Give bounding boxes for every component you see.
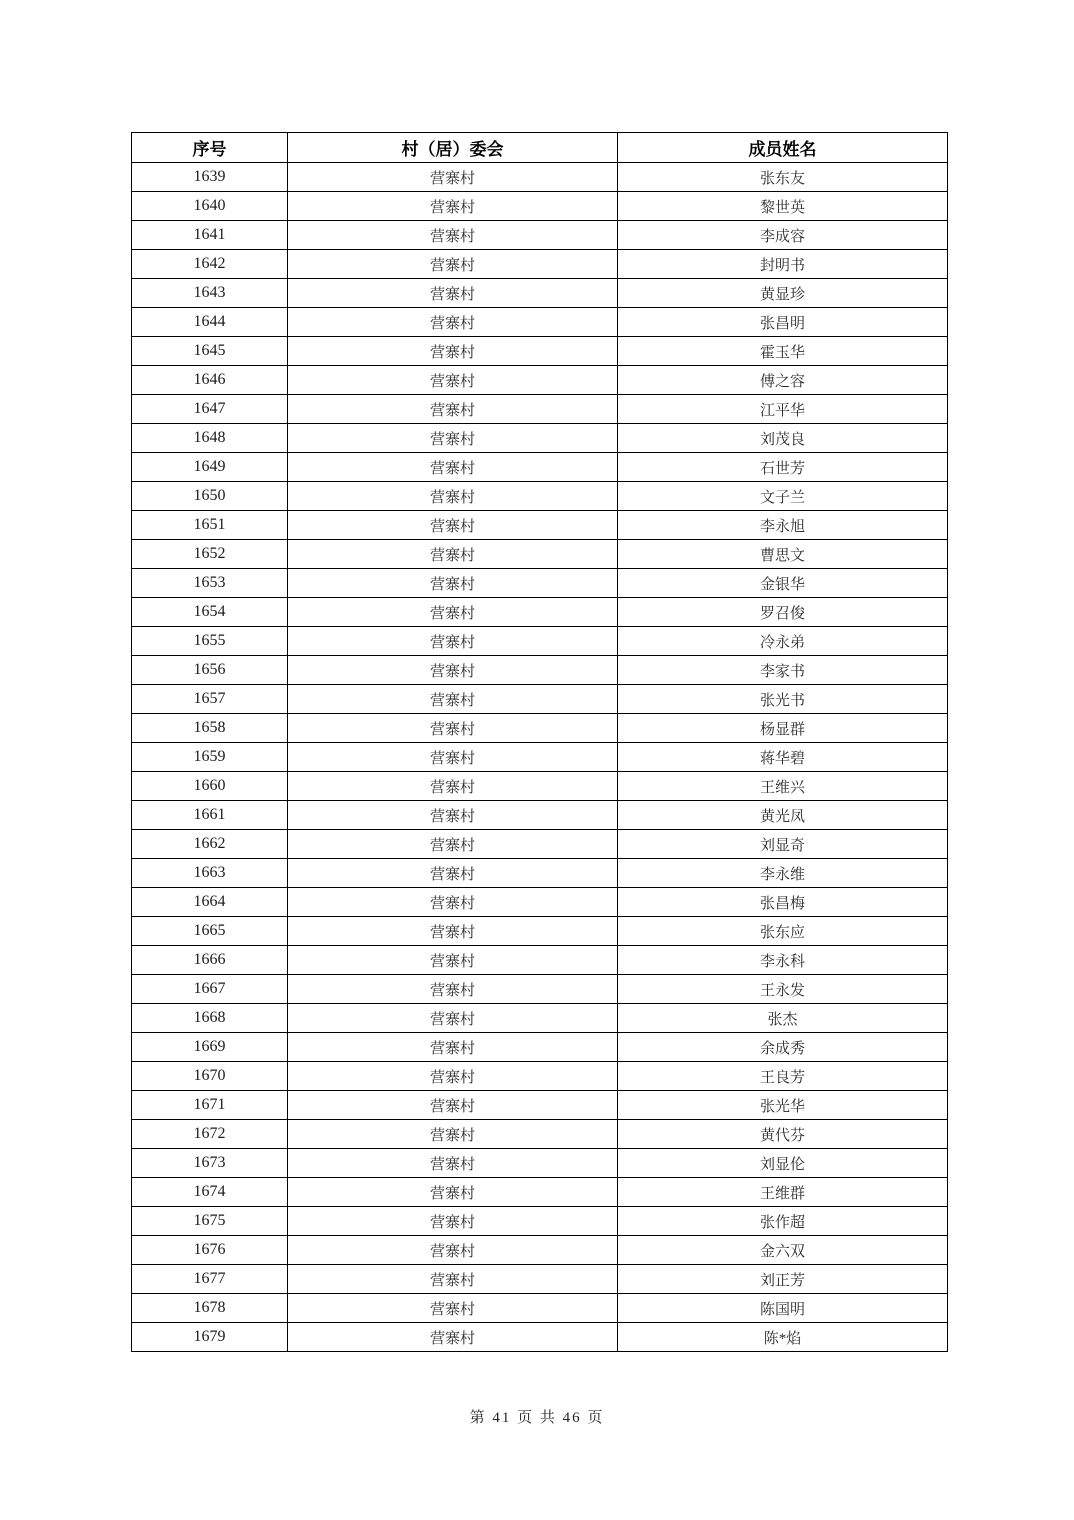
cell-member-name: 黄显珍 [618,279,948,308]
cell-village: 营寨村 [288,424,618,453]
cell-member-name: 张杰 [618,1004,948,1033]
cell-serial: 1640 [132,192,288,221]
cell-member-name: 封明书 [618,250,948,279]
table-row [132,366,948,395]
cell-village: 营寨村 [288,801,618,830]
table-row [132,946,948,975]
cell-village: 营寨村 [288,395,618,424]
cell-member-name: 李永旭 [618,511,948,540]
cell-member-name: 刘显奇 [618,830,948,859]
cell-serial: 1653 [132,569,288,598]
cell-serial: 1648 [132,424,288,453]
cell-serial: 1676 [132,1236,288,1265]
cell-serial: 1647 [132,395,288,424]
table-row [132,1207,948,1236]
cell-village: 营寨村 [288,250,618,279]
cell-village: 营寨村 [288,917,618,946]
cell-village: 营寨村 [288,308,618,337]
table-row [132,163,948,192]
table-row [132,743,948,772]
cell-serial: 1677 [132,1265,288,1294]
cell-member-name: 傅之容 [618,366,948,395]
cell-serial: 1655 [132,627,288,656]
cell-village: 营寨村 [288,279,618,308]
cell-village: 营寨村 [288,1120,618,1149]
cell-serial: 1652 [132,540,288,569]
cell-member-name: 黄光凤 [618,801,948,830]
cell-member-name: 王永发 [618,975,948,1004]
cell-serial: 1666 [132,946,288,975]
cell-serial: 1660 [132,772,288,801]
table-row [132,1149,948,1178]
cell-village: 营寨村 [288,221,618,250]
table-row [132,482,948,511]
cell-serial: 1644 [132,308,288,337]
cell-serial: 1668 [132,1004,288,1033]
table-row [132,540,948,569]
cell-member-name: 李永维 [618,859,948,888]
cell-village: 营寨村 [288,1033,618,1062]
table-row [132,598,948,627]
cell-village: 营寨村 [288,453,618,482]
cell-member-name: 李永科 [618,946,948,975]
table-row [132,1265,948,1294]
table-row [132,279,948,308]
table-row [132,1062,948,1091]
cell-village: 营寨村 [288,1294,618,1323]
table-body [132,163,948,1352]
cell-member-name: 陈国明 [618,1294,948,1323]
cell-village: 营寨村 [288,859,618,888]
cell-serial: 1670 [132,1062,288,1091]
table-row [132,917,948,946]
cell-member-name: 张昌梅 [618,888,948,917]
cell-member-name: 金六双 [618,1236,948,1265]
cell-serial: 1650 [132,482,288,511]
cell-village: 营寨村 [288,656,618,685]
cell-village: 营寨村 [288,1149,618,1178]
cell-serial: 1641 [132,221,288,250]
cell-member-name: 张东友 [618,163,948,192]
col-header-serial: 序号 [132,133,288,163]
col-header-member-name: 成员姓名 [618,133,948,163]
cell-serial: 1661 [132,801,288,830]
table-row [132,801,948,830]
header-row [132,133,948,163]
cell-village: 营寨村 [288,1207,618,1236]
table-row [132,395,948,424]
cell-serial: 1662 [132,830,288,859]
cell-serial: 1674 [132,1178,288,1207]
cell-village: 营寨村 [288,366,618,395]
cell-member-name: 李成容 [618,221,948,250]
cell-village: 营寨村 [288,1265,618,1294]
cell-serial: 1642 [132,250,288,279]
cell-village: 营寨村 [288,569,618,598]
table-row [132,511,948,540]
cell-member-name: 罗召俊 [618,598,948,627]
cell-village: 营寨村 [288,1062,618,1091]
table-row [132,859,948,888]
table-row [132,1120,948,1149]
cell-member-name: 杨显群 [618,714,948,743]
table-row [132,656,948,685]
table-row [132,337,948,366]
cell-serial: 1649 [132,453,288,482]
cell-village: 营寨村 [288,192,618,221]
cell-village: 营寨村 [288,772,618,801]
cell-village: 营寨村 [288,1236,618,1265]
cell-member-name: 金银华 [618,569,948,598]
cell-member-name: 冷永弟 [618,627,948,656]
table-row [132,1033,948,1062]
table-row [132,308,948,337]
cell-village: 营寨村 [288,1323,618,1352]
cell-member-name: 李家书 [618,656,948,685]
cell-village: 营寨村 [288,946,618,975]
cell-member-name: 张光华 [618,1091,948,1120]
table-row [132,975,948,1004]
cell-village: 营寨村 [288,163,618,192]
cell-member-name: 张东应 [618,917,948,946]
cell-serial: 1664 [132,888,288,917]
cell-serial: 1665 [132,917,288,946]
cell-village: 营寨村 [288,540,618,569]
table-row [132,453,948,482]
cell-serial: 1639 [132,163,288,192]
cell-member-name: 文子兰 [618,482,948,511]
table-row [132,888,948,917]
table-row [132,221,948,250]
col-header-committee: 村（居）委会 [288,133,618,163]
cell-member-name: 王维群 [618,1178,948,1207]
cell-village: 营寨村 [288,1178,618,1207]
table-row [132,1294,948,1323]
page-number-indicator: 第 41 页 共 46 页 [469,1410,605,1426]
cell-member-name: 石世芳 [618,453,948,482]
cell-village: 营寨村 [288,743,618,772]
cell-member-name: 蒋华碧 [618,743,948,772]
cell-member-name: 黎世英 [618,192,948,221]
table-row [132,192,948,221]
members-table [131,132,948,1352]
cell-member-name: 曹思文 [618,540,948,569]
cell-member-name: 余成秀 [618,1033,948,1062]
cell-village: 营寨村 [288,714,618,743]
cell-serial: 1646 [132,366,288,395]
cell-member-name: 王维兴 [618,772,948,801]
cell-member-name: 刘显伦 [618,1149,948,1178]
cell-member-name: 陈*焰 [618,1323,948,1352]
cell-serial: 1675 [132,1207,288,1236]
cell-serial: 1671 [132,1091,288,1120]
cell-member-name: 王良芳 [618,1062,948,1091]
cell-serial: 1654 [132,598,288,627]
cell-serial: 1678 [132,1294,288,1323]
cell-serial: 1669 [132,1033,288,1062]
cell-member-name: 黄代芬 [618,1120,948,1149]
table-row [132,1004,948,1033]
cell-serial: 1643 [132,279,288,308]
cell-member-name: 霍玉华 [618,337,948,366]
table-row [132,627,948,656]
cell-serial: 1659 [132,743,288,772]
table-row [132,772,948,801]
table-row [132,1091,948,1120]
cell-member-name: 张作超 [618,1207,948,1236]
cell-village: 营寨村 [288,685,618,714]
table-row [132,569,948,598]
table-row [132,1323,948,1352]
table-row [132,685,948,714]
cell-serial: 1679 [132,1323,288,1352]
table-row [132,1236,948,1265]
table-row [132,714,948,743]
cell-village: 营寨村 [288,627,618,656]
cell-member-name: 张光书 [618,685,948,714]
table-row [132,830,948,859]
cell-serial: 1658 [132,714,288,743]
table-row [132,1178,948,1207]
table-row [132,424,948,453]
table-row [132,250,948,279]
cell-serial: 1651 [132,511,288,540]
cell-village: 营寨村 [288,975,618,1004]
cell-member-name: 刘正芳 [618,1265,948,1294]
cell-village: 营寨村 [288,511,618,540]
cell-serial: 1645 [132,337,288,366]
cell-village: 营寨村 [288,482,618,511]
cell-serial: 1663 [132,859,288,888]
cell-serial: 1672 [132,1120,288,1149]
cell-member-name: 张昌明 [618,308,948,337]
cell-village: 营寨村 [288,888,618,917]
cell-member-name: 刘茂良 [618,424,948,453]
cell-serial: 1667 [132,975,288,1004]
cell-serial: 1656 [132,656,288,685]
cell-village: 营寨村 [288,337,618,366]
cell-village: 营寨村 [288,830,618,859]
cell-member-name: 江平华 [618,395,948,424]
cell-serial: 1673 [132,1149,288,1178]
cell-village: 营寨村 [288,598,618,627]
cell-serial: 1657 [132,685,288,714]
cell-village: 营寨村 [288,1004,618,1033]
cell-village: 营寨村 [288,1091,618,1120]
